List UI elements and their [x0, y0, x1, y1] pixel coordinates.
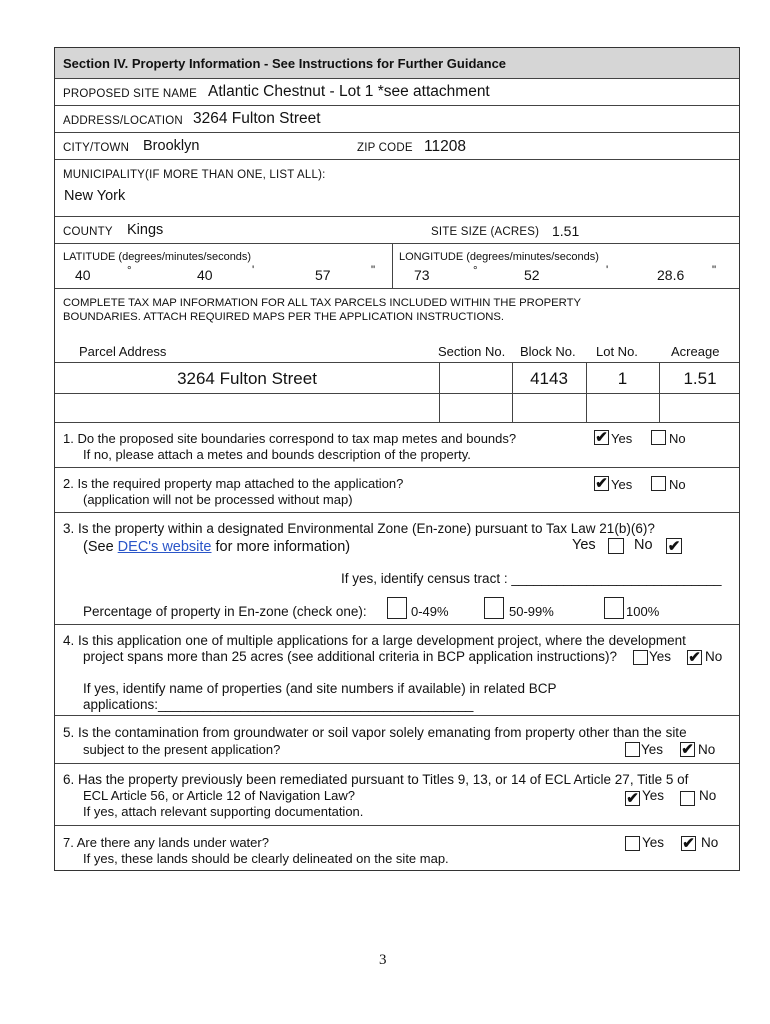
- q6-no-checkbox[interactable]: [680, 791, 695, 806]
- question-1: [55, 423, 739, 468]
- q2-yes-checkbox[interactable]: ✔: [595, 475, 608, 492]
- zip-value[interactable]: 11208: [424, 138, 466, 155]
- parcel-acreage-cell[interactable]: [659, 394, 741, 423]
- header-lot-no: Lot No.: [596, 344, 638, 359]
- tax-map-instructions-line2: BOUNDARIES. ATTACH REQUIRED MAPS PER THE APPLICATION INSTRUCTIONS.: [63, 311, 505, 323]
- q3-pct-100-checkbox[interactable]: [604, 597, 624, 619]
- q3-see-text: (See: [83, 539, 118, 555]
- municipality-row: [55, 160, 739, 217]
- section-header: [55, 48, 739, 79]
- header-section-no: Section No.: [438, 344, 506, 359]
- site-size-label: SITE SIZE (ACRES): [431, 226, 540, 238]
- municipality-value[interactable]: New York: [64, 188, 126, 204]
- q1-yes-label: Yes: [611, 431, 633, 446]
- q3-pct-50-99-checkbox[interactable]: [484, 597, 504, 619]
- q2-text-line2: (application will not be processed without map): [83, 492, 353, 507]
- cell-divider: [512, 394, 513, 423]
- q6-yes-checkbox[interactable]: ✔: [626, 790, 639, 807]
- q4-no-checkbox[interactable]: ✔: [688, 649, 701, 666]
- parcel-acreage-cell[interactable]: 1.51: [683, 368, 717, 388]
- q4-text-line3: If yes, identify name of properties (and site numbers if available) in related BCP: [83, 681, 557, 696]
- q2-text-line1: 2. Is the required property map attached to the application?: [63, 476, 404, 491]
- zip-label: ZIP CODE: [357, 142, 413, 154]
- cell-divider: [659, 363, 660, 394]
- latitude-label: LATITUDE (degrees/minutes/seconds): [63, 251, 252, 263]
- longitude-seconds[interactable]: 28.6: [657, 267, 685, 283]
- q3-pct-50-99-label: 50-99%: [509, 604, 554, 619]
- q3-no-checkbox[interactable]: ✔: [667, 537, 681, 555]
- q2-yes-label: Yes: [611, 477, 633, 492]
- latitude-minutes[interactable]: 40: [197, 267, 213, 283]
- latitude-degrees[interactable]: 40: [75, 267, 91, 283]
- header-acreage: Acreage: [671, 344, 720, 359]
- longitude-second-mark: ": [712, 265, 717, 277]
- q7-no-label: No: [701, 835, 719, 850]
- address-value[interactable]: 3264 Fulton Street: [193, 110, 321, 127]
- q6-text-line3: If yes, attach relevant supporting documentation.: [83, 804, 364, 819]
- section-title: Section IV. Property Information - See Instructions for Further Guidance: [63, 56, 507, 71]
- q1-no-label: No: [669, 431, 686, 446]
- q3-text-line1: 3. Is the property within a designated Environmental Zone (En-zone) pursuant to Tax Law 21(b)(6)?: [63, 521, 655, 536]
- cell-divider: [439, 394, 440, 423]
- question-7: [55, 826, 739, 872]
- address-row: [55, 106, 739, 133]
- q2-no-label: No: [669, 477, 686, 492]
- longitude-minutes[interactable]: 52: [524, 267, 540, 283]
- address-label: ADDRESS/LOCATION: [63, 115, 183, 127]
- cell-divider: [586, 394, 587, 423]
- q4-text-line1: 4. Is this application one of multiple applications for a large development project, where the development: [63, 633, 686, 648]
- coordinates-row: [55, 244, 739, 289]
- parcel-address-cell[interactable]: 3264 Fulton Street: [177, 368, 317, 388]
- header-parcel-address: Parcel Address: [79, 344, 167, 359]
- parcel-row: [55, 363, 739, 394]
- question-4: [55, 625, 739, 716]
- q7-yes-checkbox[interactable]: [625, 836, 640, 851]
- cell-divider: [659, 394, 660, 423]
- parcel-row-empty: [55, 394, 739, 423]
- q7-text-line2: If yes, these lands should be clearly delineated on the site map.: [83, 851, 449, 866]
- latitude-seconds[interactable]: 57: [315, 267, 331, 283]
- q1-yes-checkbox[interactable]: ✔: [595, 429, 608, 446]
- cell-divider: [586, 363, 587, 394]
- question-2: [55, 468, 739, 513]
- tax-map-instructions-row: [55, 289, 739, 363]
- q3-yes-checkbox[interactable]: [608, 538, 624, 554]
- q6-text-line2: ECL Article 56, or Article 12 of Navigation Law?: [83, 788, 355, 803]
- q6-no-label: No: [699, 788, 717, 803]
- dec-website-link[interactable]: DEC's website: [117, 539, 212, 555]
- longitude-label: LONGITUDE (degrees/minutes/seconds): [399, 251, 599, 263]
- q7-text-line1: 7. Are there any lands under water?: [63, 835, 269, 850]
- q3-text-line2: [83, 539, 350, 555]
- municipality-label: MUNICIPALITY(IF MORE THAN ONE, LIST ALL):: [63, 169, 326, 181]
- longitude-minute-mark: ': [606, 265, 609, 277]
- q4-no-label: No: [705, 649, 723, 664]
- question-6: [55, 764, 739, 826]
- q4-related-applications-field[interactable]: applications:__________________________________________: [83, 697, 474, 712]
- page-number: 3: [379, 952, 387, 968]
- county-size-row: [55, 217, 739, 244]
- q1-text-line2: If no, please attach a metes and bounds description of the property.: [83, 447, 471, 462]
- q1-text-line1: 1. Do the proposed site boundaries correspond to tax map metes and bounds?: [63, 431, 517, 446]
- cell-divider: [512, 363, 513, 394]
- q5-yes-label: Yes: [641, 742, 664, 757]
- q6-text-line1: 6. Has the property previously been remediated pursuant to Titles 9, 13, or 14 of ECL Article 27, Title 5 of: [63, 772, 689, 787]
- q5-text-line1: 5. Is the contamination from groundwater or soil vapor solely emanating from property other than the site: [63, 725, 687, 740]
- q3-pct-0-49-checkbox[interactable]: [387, 597, 407, 619]
- city-zip-row: [55, 133, 739, 160]
- coordinates-divider: [392, 244, 393, 289]
- q3-pct-100-label: 100%: [626, 604, 660, 619]
- q5-yes-checkbox[interactable]: [625, 742, 640, 757]
- parcel-address-cell[interactable]: [55, 394, 439, 423]
- county-label: COUNTY: [63, 226, 113, 238]
- q4-yes-label: Yes: [649, 649, 672, 664]
- q6-yes-label: Yes: [642, 788, 665, 803]
- parcel-row-top-border: [55, 362, 739, 363]
- parcel-block-cell[interactable]: [512, 394, 586, 423]
- property-information-form: [54, 47, 740, 871]
- q3-pct-0-49-label: 0-49%: [411, 604, 449, 619]
- q3-percent-text: Percentage of property in En-zone (check one):: [83, 604, 367, 619]
- q3-yes-label: Yes: [572, 537, 596, 553]
- latitude-degree-mark: °: [127, 265, 132, 277]
- longitude-degrees[interactable]: 73: [414, 267, 430, 283]
- parcel-section-cell[interactable]: [439, 363, 512, 394]
- longitude-degree-mark: °: [473, 265, 478, 277]
- parcel-block-cell[interactable]: 4143: [530, 368, 568, 388]
- q2-no-checkbox[interactable]: [651, 476, 666, 491]
- q5-no-checkbox[interactable]: ✔: [681, 741, 694, 758]
- q3-no-label: No: [634, 537, 653, 553]
- city-label: CITY/TOWN: [63, 142, 130, 154]
- q5-text-line2: subject to the present application?: [83, 742, 281, 757]
- latitude-minute-mark: ': [252, 265, 255, 277]
- site-name-value[interactable]: Atlantic Chestnut - Lot 1 *see attachment: [208, 83, 490, 100]
- question-5: [55, 716, 739, 764]
- q3-census-tract-field[interactable]: If yes, identify census tract : ____________________________: [341, 571, 722, 586]
- city-value[interactable]: Brooklyn: [143, 138, 200, 154]
- county-value[interactable]: Kings: [127, 222, 164, 238]
- q5-no-label: No: [698, 742, 716, 757]
- q7-yes-label: Yes: [642, 835, 665, 850]
- q4-text-line2: project spans more than 25 acres (see additional criteria in BCP application instructions)?: [83, 649, 618, 664]
- latitude-second-mark: ": [371, 265, 376, 277]
- site-name-row: [55, 79, 739, 106]
- cell-divider: [439, 363, 440, 394]
- parcel-lot-cell[interactable]: [586, 394, 659, 423]
- site-name-label: PROPOSED SITE NAME: [63, 88, 197, 100]
- q4-yes-checkbox[interactable]: [633, 650, 648, 665]
- q3-after-text: for more information): [211, 539, 351, 555]
- header-block-no: Block No.: [520, 344, 576, 359]
- question-3: [55, 513, 739, 625]
- parcel-section-cell[interactable]: [439, 394, 512, 423]
- site-size-value[interactable]: 1.51: [552, 223, 580, 239]
- parcel-lot-cell[interactable]: 1: [617, 368, 628, 388]
- q7-no-checkbox[interactable]: ✔: [682, 835, 695, 852]
- tax-map-instructions-line1: COMPLETE TAX MAP INFORMATION FOR ALL TAX PARCELS INCLUDED WITHIN THE PROPERTY: [63, 297, 582, 309]
- q1-no-checkbox[interactable]: [651, 430, 666, 445]
